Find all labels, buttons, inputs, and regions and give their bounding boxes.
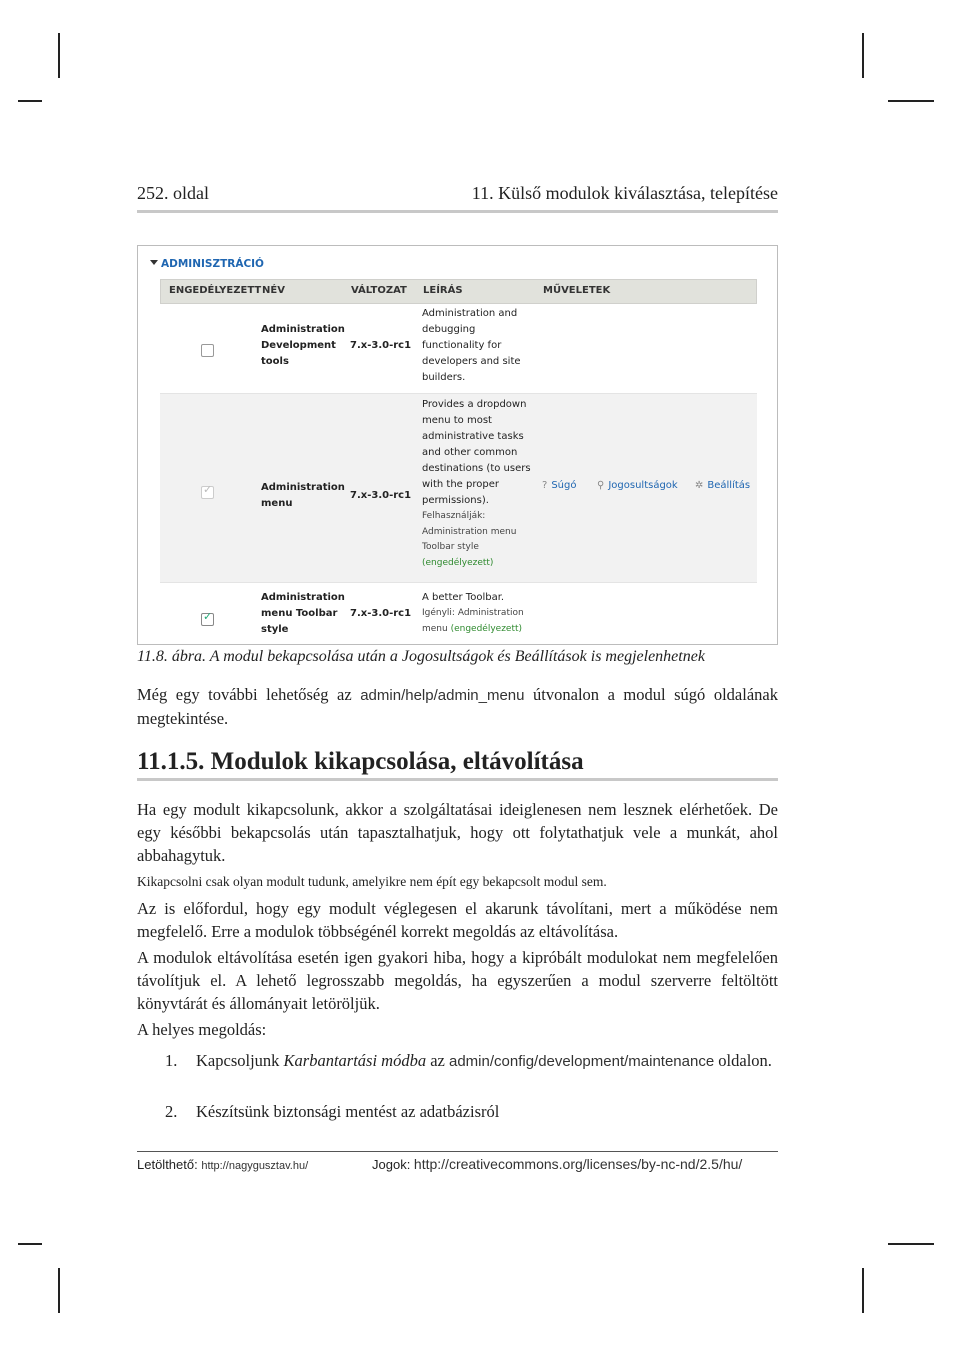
inline-path: admin/config/development/maintenance: [449, 1053, 715, 1070]
key-icon: ⚲: [597, 480, 605, 491]
help-link[interactable]: ? Súgó: [542, 480, 577, 491]
enable-checkbox: [201, 483, 214, 499]
section-heading: 11.1.5. Modulok kikapcsolása, eltávolítása: [137, 748, 584, 775]
footer-download: Letölthető: http://nagygusztav.hu/: [137, 1157, 309, 1172]
enable-checkbox[interactable]: [201, 610, 214, 626]
download-link[interactable]: http://nagygusztav.hu/: [201, 1160, 309, 1172]
triangle-down-icon: [150, 260, 158, 265]
check-icon: ✓: [203, 483, 213, 496]
crop-mark: [18, 100, 42, 102]
column-header: NÉV: [262, 285, 285, 296]
paragraph: A helyes megoldás:: [137, 1020, 267, 1039]
column-header: LEÍRÁS: [423, 285, 463, 296]
settings-link[interactable]: ✲ Beállítás: [695, 480, 751, 491]
module-screenshot: [137, 245, 778, 645]
section-title[interactable]: ADMINISZTRÁCIÓ: [150, 258, 264, 270]
crop-mark: [58, 33, 60, 78]
crop-mark: [862, 1268, 864, 1313]
page-number: 252. oldal: [137, 183, 209, 203]
table-row: [160, 304, 757, 394]
gear-icon: ✲: [695, 480, 704, 491]
heading-rule: [137, 778, 778, 781]
column-header: MŰVELETEK: [543, 285, 611, 296]
paragraph: Az is előfordul, hogy egy modult véglegesen el akarunk távolítani, mert a működése nem megfelelő. Erre a modulok többségénél korrekt megoldás az eltávolítása.: [137, 899, 778, 941]
figure-caption: 11.8. ábra. A modul bekapcsolása után a Jogosultságok és Beállítások is megjelenhetnek: [137, 648, 705, 665]
license-link[interactable]: http://creativecommons.org/licenses/by-nc-nd/2.5/hu/: [413, 1156, 743, 1172]
table-row: [160, 583, 757, 645]
paragraph: A modulok eltávolítása esetén igen gyakori hiba, hogy a kipróbált modulokat nem megfelelően távolítjuk el. A lehető legrosszabb megoldás, ha egyszerűen a modul szerverre feltöltött könyvtárát és állományait letöröljük.: [137, 948, 778, 1013]
footer-rule: [137, 1151, 778, 1152]
module-name: Administration menu: [261, 482, 345, 509]
header-rule: [137, 210, 778, 213]
module-version: 7.x-3.0-rc1: [350, 608, 412, 619]
inline-path: admin/help/admin_menu: [360, 687, 525, 704]
paragraph: Kikapcsolni csak olyan modult tudunk, amelyikre nem épít egy bekapcsolt modul sem.: [137, 874, 607, 889]
crop-mark: [18, 1243, 42, 1245]
module-name: Administration menu Toolbar style: [261, 592, 345, 635]
table-header: [160, 279, 757, 304]
module-table: [160, 279, 757, 645]
crop-mark: [862, 33, 864, 78]
crop-mark: [888, 1243, 934, 1245]
crop-mark: [58, 1268, 60, 1313]
module-version: 7.x-3.0-rc1: [350, 490, 412, 501]
paragraph: Még egy további lehetőség az admin/help/admin_menu útvonalon a modul súgó oldalának megtekintése.: [137, 685, 778, 728]
crop-mark: [888, 100, 934, 102]
footer-rights: Jogok: http://creativecommons.org/licenses/by-nc-nd/2.5/hu/: [372, 1156, 743, 1172]
table-row: [160, 394, 757, 583]
help-icon: ?: [542, 480, 548, 491]
check-icon: ✓: [203, 610, 213, 623]
module-version: 7.x-3.0-rc1: [350, 340, 412, 351]
module-description: A better Toolbar. Igényli: Administration menu (engedélyezett): [422, 592, 524, 634]
permissions-link[interactable]: ⚲ Jogosultságok: [597, 480, 678, 491]
column-header: VÁLTOZAT: [351, 285, 407, 296]
running-header: [137, 183, 778, 207]
module-description: Administration and debugging functionality for developers and site builders.: [422, 308, 521, 383]
module-description: Provides a dropdown menu to most administrative tasks and other common destinations (to users with the proper permissions). Felhasználják: Administration menu Toolbar style (engedélyezett): [422, 399, 531, 569]
column-header: ENGEDÉLYEZETT: [169, 285, 262, 296]
module-name: Administration Development tools: [261, 324, 345, 367]
chapter-title: 11. Külső modulok kiválasztása, telepítése: [471, 183, 778, 203]
paragraph: Ha egy modult kikapcsolunk, akkor a szolgáltatásai ideiglenesen nem lesznek elérhetőek. De egy későbbi bekapcsolás után tapasztalhatjuk, hogy ott folytathatjuk vele a munkát, ahol abbahagytuk.: [137, 800, 778, 865]
enable-checkbox[interactable]: [201, 344, 214, 357]
